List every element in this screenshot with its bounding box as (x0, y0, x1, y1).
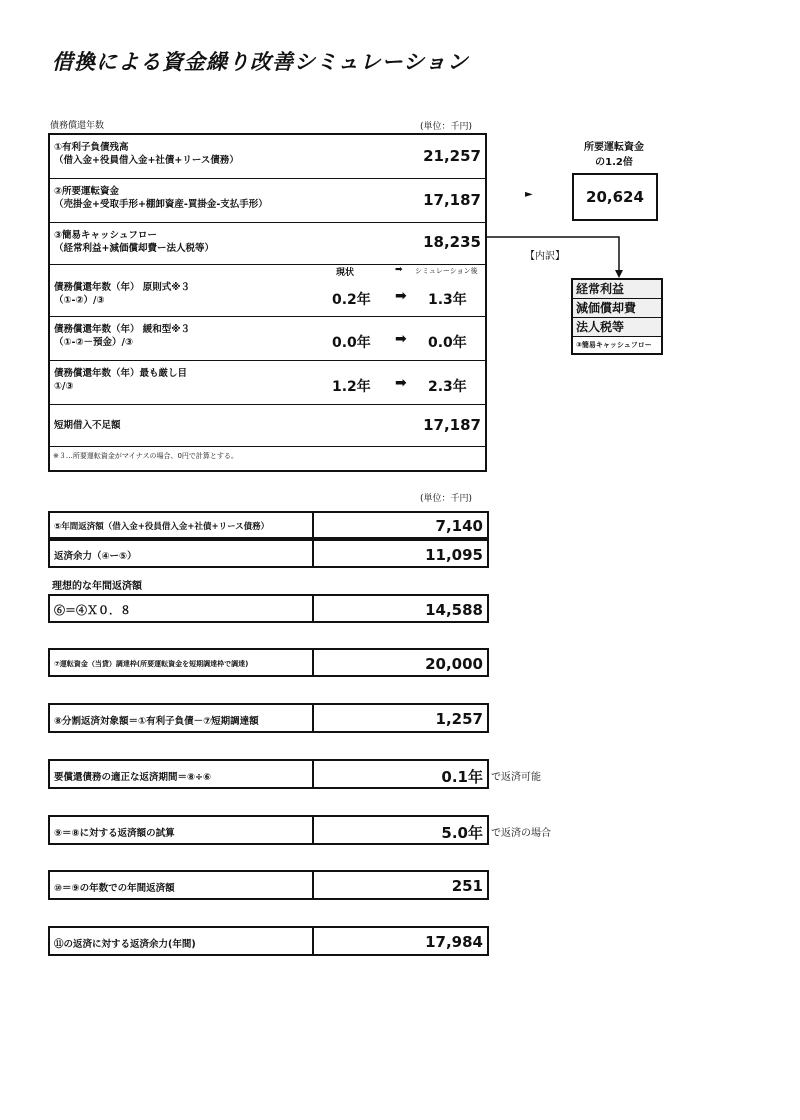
box-label: 要償還債務の適正な返済期間＝⑧÷⑥ (54, 772, 212, 783)
ideal-repayment-label: 理想的な年間返済額 (52, 581, 142, 592)
current-value: 1.2年 (332, 379, 371, 395)
row-value: 17,187 (423, 191, 481, 209)
row-label: 債務償還年数（年）最も厳し目 (54, 368, 188, 379)
row-label: 債務償還年数（年） 緩和型※３ (54, 324, 191, 335)
working-capital-box (48, 648, 489, 677)
box-value: 17,984 (425, 933, 483, 951)
required-capital-caption (560, 140, 668, 170)
annual-repayment-by-years-box (48, 870, 489, 900)
arrow-icon: ➡ (395, 288, 407, 304)
breakdown-item: ③簡易キャッシュフロー (573, 337, 661, 353)
required-capital-value: 20,624 (572, 173, 658, 221)
box-value: 5.0年 (441, 824, 483, 842)
table-row (50, 135, 485, 179)
breakdown-item: 減価償却費 (573, 299, 661, 318)
box-value: 7,140 (435, 517, 483, 535)
period-suffix: で返済可能 (491, 772, 541, 783)
arrow-icon: ➡ (395, 375, 407, 391)
page-title: 借換による資金繰り改善シミュレーション (52, 50, 469, 74)
caption-line: の1.2倍 (595, 157, 633, 168)
row-label: （経常利益+減価償却費ー法人税等） (54, 243, 214, 254)
arrow-icon: ► (525, 189, 533, 200)
repayment-capacity-box (48, 539, 489, 568)
row-label: （①-②）/③ (54, 295, 105, 306)
box-label: ⑩＝⑨の年数での年間返済額 (54, 883, 175, 894)
row-label: 短期借入不足額 (54, 420, 121, 431)
repayment-years-table (48, 133, 487, 472)
box-label: ⑨＝⑧に対する返済額の試算 (54, 828, 175, 839)
current-value: 0.0年 (332, 335, 371, 351)
section-label: 債務償還年数 (50, 121, 105, 131)
shortage-row (50, 405, 485, 447)
row-label: （借入金+役員借入金+社債+リース債務） (54, 155, 239, 166)
box-label: ⑥＝④Ｘ０．８ (54, 604, 131, 617)
row-value: 17,187 (423, 416, 481, 434)
box-value: 11,095 (425, 546, 483, 564)
row-label: ③簡易キャッシュフロー (54, 230, 157, 241)
breakdown-item: 経常利益 (573, 280, 661, 299)
trial-suffix: で返済の場合 (491, 828, 551, 839)
box-label: ⑤年間返済額（借入金+役員借入金+社債+リース債務） (54, 522, 270, 532)
breakdown-label: 【内訳】 (525, 251, 565, 262)
after-value: 1.3年 (428, 292, 467, 308)
compare-row (50, 361, 485, 405)
box-label: ⑧分割返済対象額＝①有利子負債－⑦短期調達額 (54, 716, 259, 727)
box-label: 返済余力（④ー⑤） (54, 551, 137, 562)
remaining-capacity-box (48, 926, 489, 956)
box-value: 20,000 (425, 655, 483, 673)
box-label: ⑪の返済に対する返済余力(年間) (54, 939, 196, 950)
box-label: ⑦運転資金（当貸）調達枠(所要運転資金を短期調達枠で調達) (54, 660, 249, 668)
row-label: ①/③ (54, 381, 74, 392)
after-value: 2.3年 (428, 379, 467, 395)
table-note: ※３…所要運転資金がマイナスの場合、0円で計算とする。 (53, 452, 238, 460)
row-value: 21,257 (423, 147, 481, 165)
compare-row (50, 317, 485, 361)
ideal-repayment-box (48, 594, 489, 623)
box-value: 0.1年 (441, 768, 483, 786)
unit-label: (単位：千円) (420, 494, 473, 504)
unit-label: (単位：千円) (420, 122, 473, 132)
breakdown-item: 法人税等 (573, 318, 661, 337)
current-value: 0.2年 (332, 292, 371, 308)
arrow-icon: ➡ (395, 265, 403, 275)
row-label: 債務償還年数（年） 原則式※３ (54, 282, 191, 293)
box-value: 1,257 (435, 710, 483, 728)
row-label: （売掛金+受取手形+棚卸資産-買掛金-支払手形） (54, 199, 268, 210)
box-value: 251 (451, 877, 483, 895)
after-header: シミュレーション後 (415, 267, 478, 275)
installment-target-box (48, 703, 489, 733)
caption-line: 所要運転資金 (584, 142, 644, 153)
breakdown-box (571, 278, 663, 355)
current-header: 現状 (336, 268, 355, 278)
row-label: ②所要運転資金 (54, 186, 120, 197)
arrow-icon: ➡ (395, 331, 407, 347)
row-value: 18,235 (423, 233, 481, 251)
box-value: 14,588 (425, 601, 483, 619)
row-label: （①-②－預金）/③ (54, 337, 134, 348)
repayment-period-box (48, 759, 489, 789)
repayment-trial-box (48, 815, 489, 845)
table-row (50, 223, 485, 265)
after-value: 0.0年 (428, 335, 467, 351)
annual-repayment-box (48, 511, 489, 539)
table-row (50, 179, 485, 223)
compare-row (50, 275, 485, 317)
row-label: ①有利子負債残高 (54, 142, 129, 153)
